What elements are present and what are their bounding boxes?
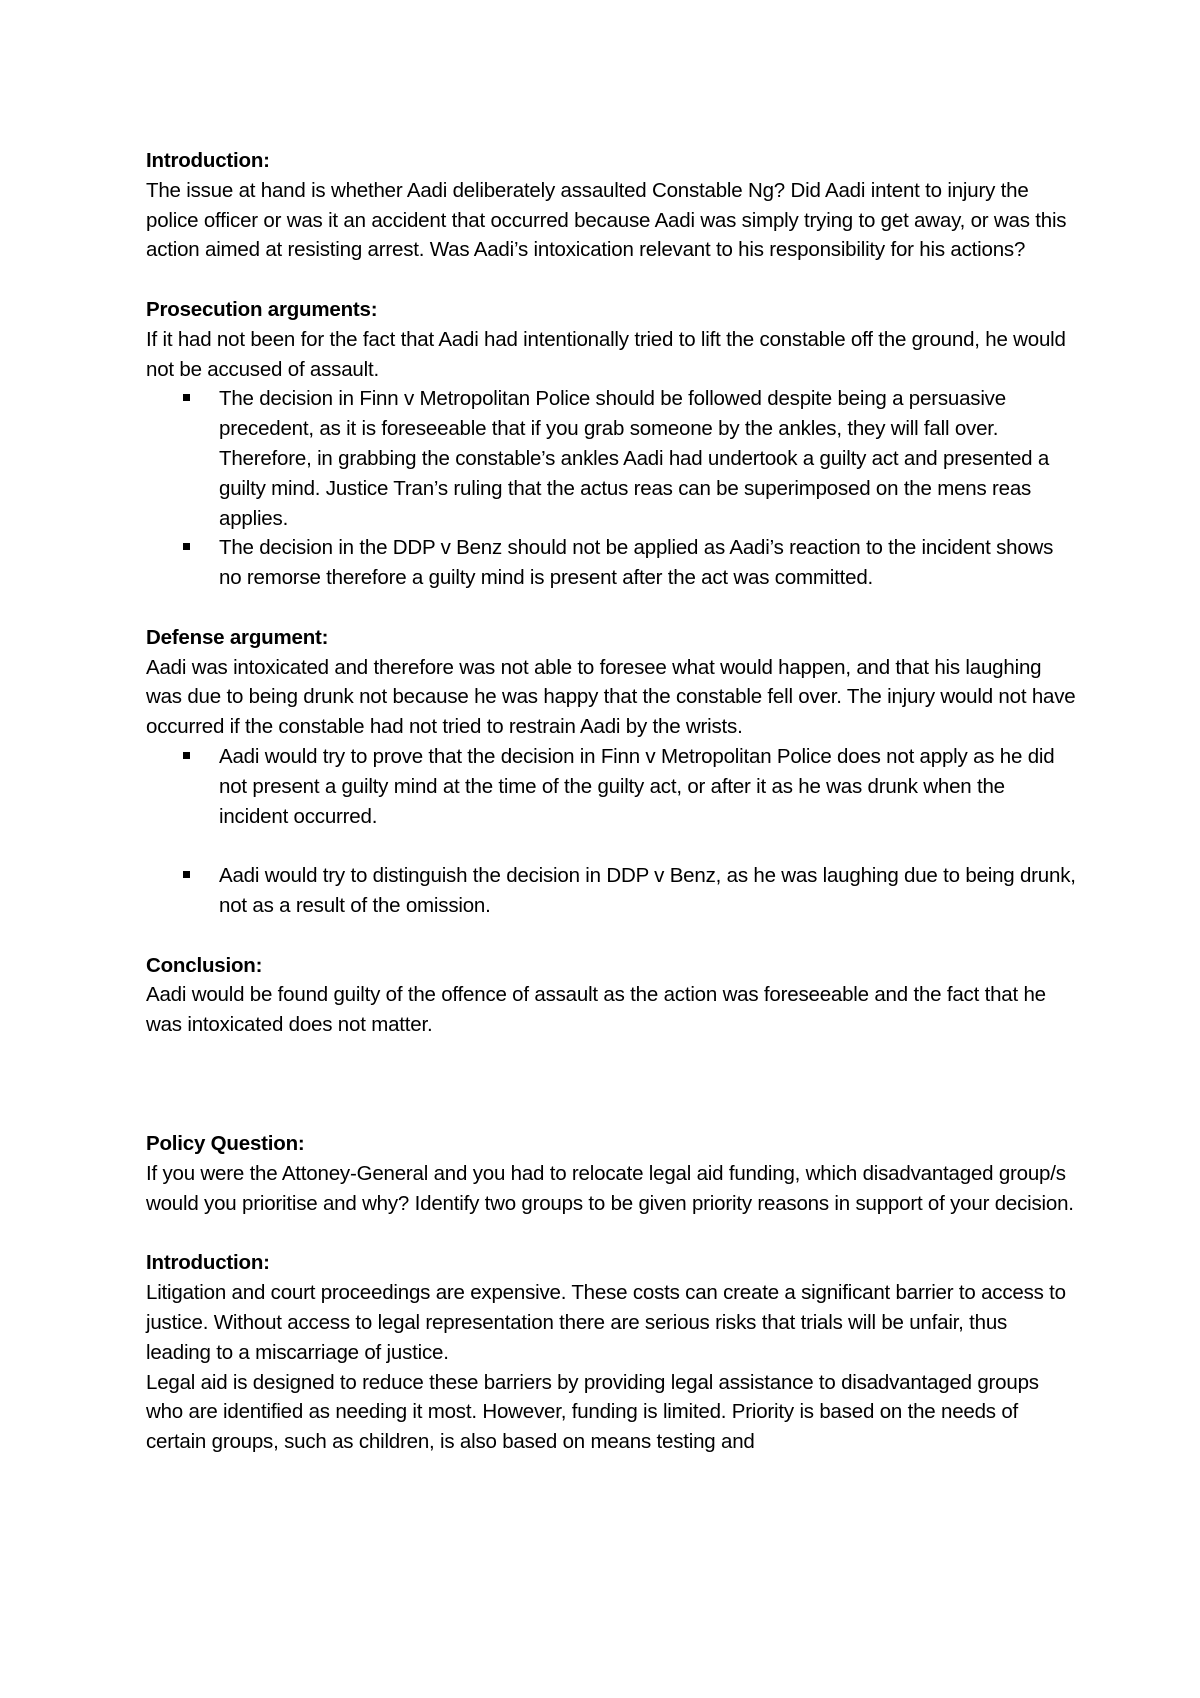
- defense-bullet-item: [146, 861, 1076, 921]
- defense-paragraph: Aadi was intoxicated and therefore was not able to foresee what would happen, and that his laughing was due to being drunk not because he was happy that the constable fell over. The injury would not have occurred if the constable had not tried to restrain Aadi by the wrists.: [146, 655, 1076, 739]
- conclusion-heading: Conclusion:: [146, 953, 263, 977]
- spacer: [146, 1040, 1076, 1129]
- prosecution-bullet-list: [146, 384, 1076, 593]
- policy-question-heading: Policy Question:: [146, 1132, 305, 1156]
- policy-introduction-heading: Introduction:: [146, 1251, 270, 1275]
- defense-bullet-list: [146, 742, 1076, 831]
- bullet-text: Aadi would try to prove that the decision in Finn v Metropolitan Police does not apply as he did not present a guilty mind at the time of the guilty act, or after it as he was drunk when the incident occurred.: [219, 744, 1055, 828]
- spacer: [146, 593, 1076, 623]
- bullet-text: The decision in the DDP v Benz should not be applied as Aadi’s reaction to the incident shows no remorse therefore a guilty mind is present after the act was committed.: [219, 536, 1054, 590]
- prosecution-bullet-item: [146, 384, 1076, 533]
- square-bullet-icon: [183, 871, 190, 878]
- prosecution-heading: Prosecution arguments:: [146, 297, 378, 321]
- policy-question-paragraph: If you were the Attoney-General and you had to relocate legal aid funding, which disadvantaged group/s would you prioritise and why? Identify two groups to be given priority reasons in support of your decision.: [146, 1162, 1074, 1215]
- policy-introduction-paragraph: Litigation and court proceedings are expensive. These costs can create a significant barrier to access to justice. Without access to legal representation there are serious risks that trials will be unfair, thus leading to a miscarriage of justice.: [146, 1281, 1066, 1364]
- defense-bullet-item: [146, 742, 1076, 831]
- defense-bullet-list: [146, 861, 1076, 921]
- bullet-text: The decision in Finn v Metropolitan Police should be followed despite being a persuasive precedent, as it is foreseeable that if you grab someone by the ankles, they will fall over. Therefore, in grabbing the constable’s ankles Aadi had undertook a guilty act and presented a guilty mind. Justice Tran’s ruling that the actus reas can be superimposed on the mens reas applies.: [219, 387, 1050, 530]
- conclusion-paragraph: Aadi would be found guilty of the offence of assault as the action was foreseeable and the fact that he was intoxicated does not matter.: [146, 983, 1046, 1037]
- introduction-paragraph: The issue at hand is whether Aadi deliberately assaulted Constable Ng? Did Aadi intent to injury the police officer or was it an accident that occurred because Aadi was simply trying to get away, or was this action aimed at resisting arrest. Was Aadi’s intoxication relevant to his responsibility for his actions?: [146, 178, 1067, 262]
- square-bullet-icon: [183, 543, 190, 550]
- spacer: [146, 831, 1076, 861]
- spacer: [146, 1219, 1076, 1249]
- prosecution-paragraph: If it had not been for the fact that Aadi had intentionally tried to lift the constable off the ground, he would not be accused of assault.: [146, 327, 1066, 381]
- document-body: [146, 146, 1076, 1457]
- introduction-heading: Introduction:: [146, 149, 270, 172]
- defense-heading: Defense argument:: [146, 625, 329, 649]
- square-bullet-icon: [183, 752, 190, 759]
- spacer: [146, 265, 1076, 295]
- bullet-text: Aadi would try to distinguish the decision in DDP v Benz, as he was laughing due to being drunk, not as a result of the omission.: [219, 864, 1076, 917]
- prosecution-bullet-item: [146, 533, 1076, 593]
- square-bullet-icon: [183, 394, 190, 401]
- spacer: [146, 921, 1076, 951]
- policy-introduction-paragraph: Legal aid is designed to reduce these barriers by providing legal assistance to disadvantaged groups who are identified as needing it most. However, funding is limited. Priority is based on the needs of certain groups, such as children, is also based on means testing and: [146, 1370, 1039, 1454]
